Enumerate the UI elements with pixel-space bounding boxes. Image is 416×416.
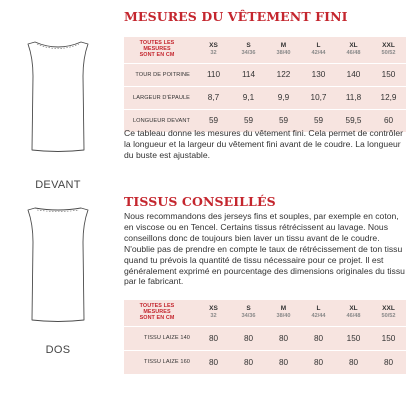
row-label: TOUR DE POITRINE bbox=[124, 63, 196, 86]
units-note-line-2: MESURES bbox=[143, 45, 171, 52]
garment-front-illustration bbox=[21, 36, 95, 156]
size-header-xl bbox=[336, 37, 371, 63]
table-cell: 80 bbox=[196, 326, 231, 350]
table-cell: 8,7 bbox=[196, 86, 231, 109]
size-header-xl bbox=[336, 300, 371, 326]
measurements-table bbox=[124, 37, 406, 132]
size-number: 42/44 bbox=[311, 313, 326, 320]
tank-top-front-icon bbox=[21, 36, 95, 156]
table-cell: 110 bbox=[196, 63, 231, 86]
size-name: XXL bbox=[382, 42, 395, 50]
size-name: L bbox=[316, 42, 321, 50]
size-header-s bbox=[231, 300, 266, 326]
table-cell: 9,1 bbox=[231, 86, 266, 109]
table-cell: 10,7 bbox=[301, 86, 336, 109]
measurements-title: MESURES DU VÊTEMENT FINI bbox=[124, 9, 348, 24]
size-name: M bbox=[280, 42, 287, 50]
units-note-line-3: SONT EN CM bbox=[139, 314, 175, 321]
table-row bbox=[124, 326, 406, 350]
size-name: XXL bbox=[382, 305, 395, 313]
table-cell: 80 bbox=[336, 350, 371, 374]
size-header-l bbox=[301, 300, 336, 326]
size-name: L bbox=[316, 305, 321, 313]
size-number: 42/44 bbox=[311, 50, 326, 57]
size-header-m bbox=[266, 37, 301, 63]
table-row bbox=[124, 86, 406, 109]
size-number: 46/48 bbox=[346, 50, 361, 57]
units-note bbox=[124, 37, 196, 63]
table-cell: 9,9 bbox=[266, 86, 301, 109]
table-cell: 59 bbox=[266, 109, 301, 132]
table-cell: 80 bbox=[266, 350, 301, 374]
table-cell: 11,8 bbox=[336, 86, 371, 109]
table-cell: 80 bbox=[196, 350, 231, 374]
units-note-line-2: MESURES bbox=[143, 308, 171, 315]
size-number: 38/40 bbox=[276, 50, 291, 57]
table-cell: 114 bbox=[231, 63, 266, 86]
table-cell: 80 bbox=[266, 326, 301, 350]
size-name: XL bbox=[349, 305, 358, 313]
table-cell: 59 bbox=[196, 109, 231, 132]
size-number: 32 bbox=[210, 313, 217, 320]
size-header-xxl bbox=[371, 37, 406, 63]
table-cell: 150 bbox=[371, 326, 406, 350]
table-cell: 80 bbox=[231, 350, 266, 374]
table-cell: 150 bbox=[371, 63, 406, 86]
table-cell: 12,9 bbox=[371, 86, 406, 109]
row-label: LARGEUR D'ÉPAULE bbox=[124, 86, 196, 109]
row-label: TISSU LAIZE 140 bbox=[124, 326, 196, 350]
size-header-m bbox=[266, 300, 301, 326]
table-cell: 140 bbox=[336, 63, 371, 86]
size-number: 46/48 bbox=[346, 313, 361, 320]
size-number: 50/52 bbox=[381, 50, 396, 57]
table-cell: 59,5 bbox=[336, 109, 371, 132]
size-name: M bbox=[280, 305, 287, 313]
row-label: LONGUEUR DEVANT bbox=[124, 109, 196, 132]
table-row bbox=[124, 63, 406, 86]
size-number: 32 bbox=[210, 50, 217, 57]
table-cell: 130 bbox=[301, 63, 336, 86]
table-cell: 60 bbox=[371, 109, 406, 132]
table-cell: 80 bbox=[301, 326, 336, 350]
row-label: TISSU LAIZE 160 bbox=[124, 350, 196, 374]
size-name: XS bbox=[209, 42, 218, 50]
fabrics-header-row bbox=[124, 300, 406, 326]
size-number: 50/52 bbox=[381, 313, 396, 320]
units-note-line-1: TOUTES LES bbox=[139, 303, 175, 310]
size-number: 34/36 bbox=[241, 50, 256, 57]
size-header-l bbox=[301, 37, 336, 63]
size-header-xs bbox=[196, 300, 231, 326]
size-header-xxl bbox=[371, 300, 406, 326]
fabrics-note: Nous recommandons des jerseys fins et souples, par exemple en coton, en viscose ou en Tencel. Certains tissus rétrécissent au lavage. Nous conseillons donc de toujours bien laver un tissu avant de le coudre. N'oublie pas de prendre en compte le taux de rétrécissement de ton tissu quand tu prévois la quantité de tissu nécessaire pour ce projet. Il est généralement exprimé en pourcentage des dimensions originales du tissu par le fabricant. bbox=[124, 211, 405, 287]
units-note bbox=[124, 300, 196, 326]
size-name: S bbox=[246, 42, 251, 50]
size-header-s bbox=[231, 37, 266, 63]
table-cell: 59 bbox=[301, 109, 336, 132]
table-cell: 80 bbox=[301, 350, 336, 374]
table-cell: 80 bbox=[371, 350, 406, 374]
measurements-header-row bbox=[124, 37, 406, 63]
size-name: XL bbox=[349, 42, 358, 50]
table-row bbox=[124, 350, 406, 374]
size-name: S bbox=[246, 305, 251, 313]
garment-back-illustration bbox=[21, 202, 95, 326]
tank-top-back-icon bbox=[21, 202, 95, 326]
garment-back-caption: DOS bbox=[45, 344, 71, 356]
size-number: 38/40 bbox=[276, 313, 291, 320]
size-number: 34/36 bbox=[241, 313, 256, 320]
table-cell: 59 bbox=[231, 109, 266, 132]
units-note-line-1: TOUTES LES bbox=[139, 40, 175, 47]
fabrics-table bbox=[124, 300, 406, 374]
garment-front-caption: DEVANT bbox=[35, 179, 81, 191]
size-name: XS bbox=[209, 305, 218, 313]
fabrics-title: TISSUS CONSEILLÉS bbox=[124, 194, 276, 209]
table-cell: 122 bbox=[266, 63, 301, 86]
table-cell: 150 bbox=[336, 326, 371, 350]
units-note-line-3: SONT EN CM bbox=[139, 51, 175, 58]
size-header-xs bbox=[196, 37, 231, 63]
table-cell: 80 bbox=[231, 326, 266, 350]
measurements-note: Ce tableau donne les mesures du vêtement fini. Cela permet de contrôler la longueur et la largeur du vêtement fini avant de le coudre. La longueur du buste est ajustable. bbox=[124, 128, 403, 160]
